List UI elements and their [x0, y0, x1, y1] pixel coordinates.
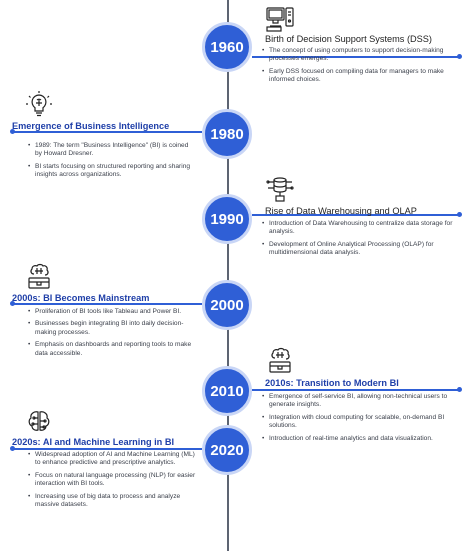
milestone-points-1960: [262, 47, 462, 89]
milestone-points-1980: [28, 142, 193, 184]
milestone-point: • Early DSS focused on compiling data for managers to make informed choices.: [262, 68, 462, 85]
milestone-point: • Integration with cloud computing for scalable, on-demand BI solutions.: [262, 414, 462, 431]
year-badge-2000: 2000: [202, 280, 252, 330]
year-badge-2020: 2020: [202, 425, 252, 475]
milestone-point: • Widespread adoption of AI and Machine Learning (ML) to enhance predictive and prescriptive analytics.: [28, 451, 198, 468]
milestone-point: • Emphasis on dashboards and reporting tools to make data accessible.: [28, 341, 193, 358]
computer-workstation-icon: [265, 6, 295, 36]
milestone-title-2020: 2020s: AI and Machine Learning in BI: [12, 437, 175, 447]
milestone-point: • The concept of using computers to support decision-making processes emerges.: [262, 47, 462, 64]
milestone-point: • Introduction of real-time analytics and data visualization.: [262, 435, 462, 443]
milestone-point: • Increasing use of big data to process and analyze massive datasets.: [28, 493, 198, 510]
milestone-title-2010: 2010s: Transition to Modern BI: [265, 378, 399, 388]
data-network-icon: [265, 174, 295, 204]
milestone-title-2000: 2000s: BI Becomes Mainstream: [12, 293, 150, 303]
milestone-point: • Businesses begin integrating BI into daily decision-making processes.: [28, 320, 193, 337]
year-badge-2010: 2010: [202, 366, 252, 416]
milestone-point: • BI starts focusing on structured reporting and sharing insights across organizations.: [28, 163, 193, 180]
milestone-points-2000: [28, 308, 193, 362]
milestone-rule-2000: [12, 303, 202, 305]
milestone-rule-2010: [252, 389, 460, 391]
milestone-title-1960: Birth of Decision Support Systems (DSS): [265, 34, 432, 44]
milestone-title-1980: Emergence of Business Intelligence: [12, 121, 170, 131]
milestone-point: • Proliferation of BI tools like Tableau and Power BI.: [28, 308, 193, 316]
milestone-points-1990: [262, 220, 462, 262]
milestone-point: • Focus on natural language processing (NLP) for easier interaction with BI tools.: [28, 472, 198, 489]
milestone-points-2020: [28, 451, 198, 513]
year-badge-1980: 1980: [202, 109, 252, 159]
milestone-points-2010: [262, 393, 462, 447]
milestone-point: • Emergence of self-service BI, allowing non-technical users to generate insights.: [262, 393, 462, 410]
year-badge-1990: 1990: [202, 194, 252, 244]
lightbulb-brain-icon: [24, 90, 54, 120]
milestone-title-1990: Rise of Data Warehousing and OLAP: [265, 206, 417, 216]
circuit-brain-icon: [24, 408, 54, 438]
milestone-point: • 1989: The term "Business Intelligence" (BI) is coined by Howard Dresner.: [28, 142, 193, 159]
milestone-rule-2020: [12, 448, 202, 450]
milestone-point: • Introduction of Data Warehousing to centralize data storage for analysis.: [262, 220, 462, 237]
brain-chest-icon: [265, 346, 295, 376]
year-badge-1960: 1960: [202, 22, 252, 72]
milestone-point: • Development of Online Analytical Processing (OLAP) for multidimensional data analysis.: [262, 241, 462, 258]
brain-chest-icon: [24, 262, 54, 292]
milestone-rule-1980: [12, 131, 202, 133]
